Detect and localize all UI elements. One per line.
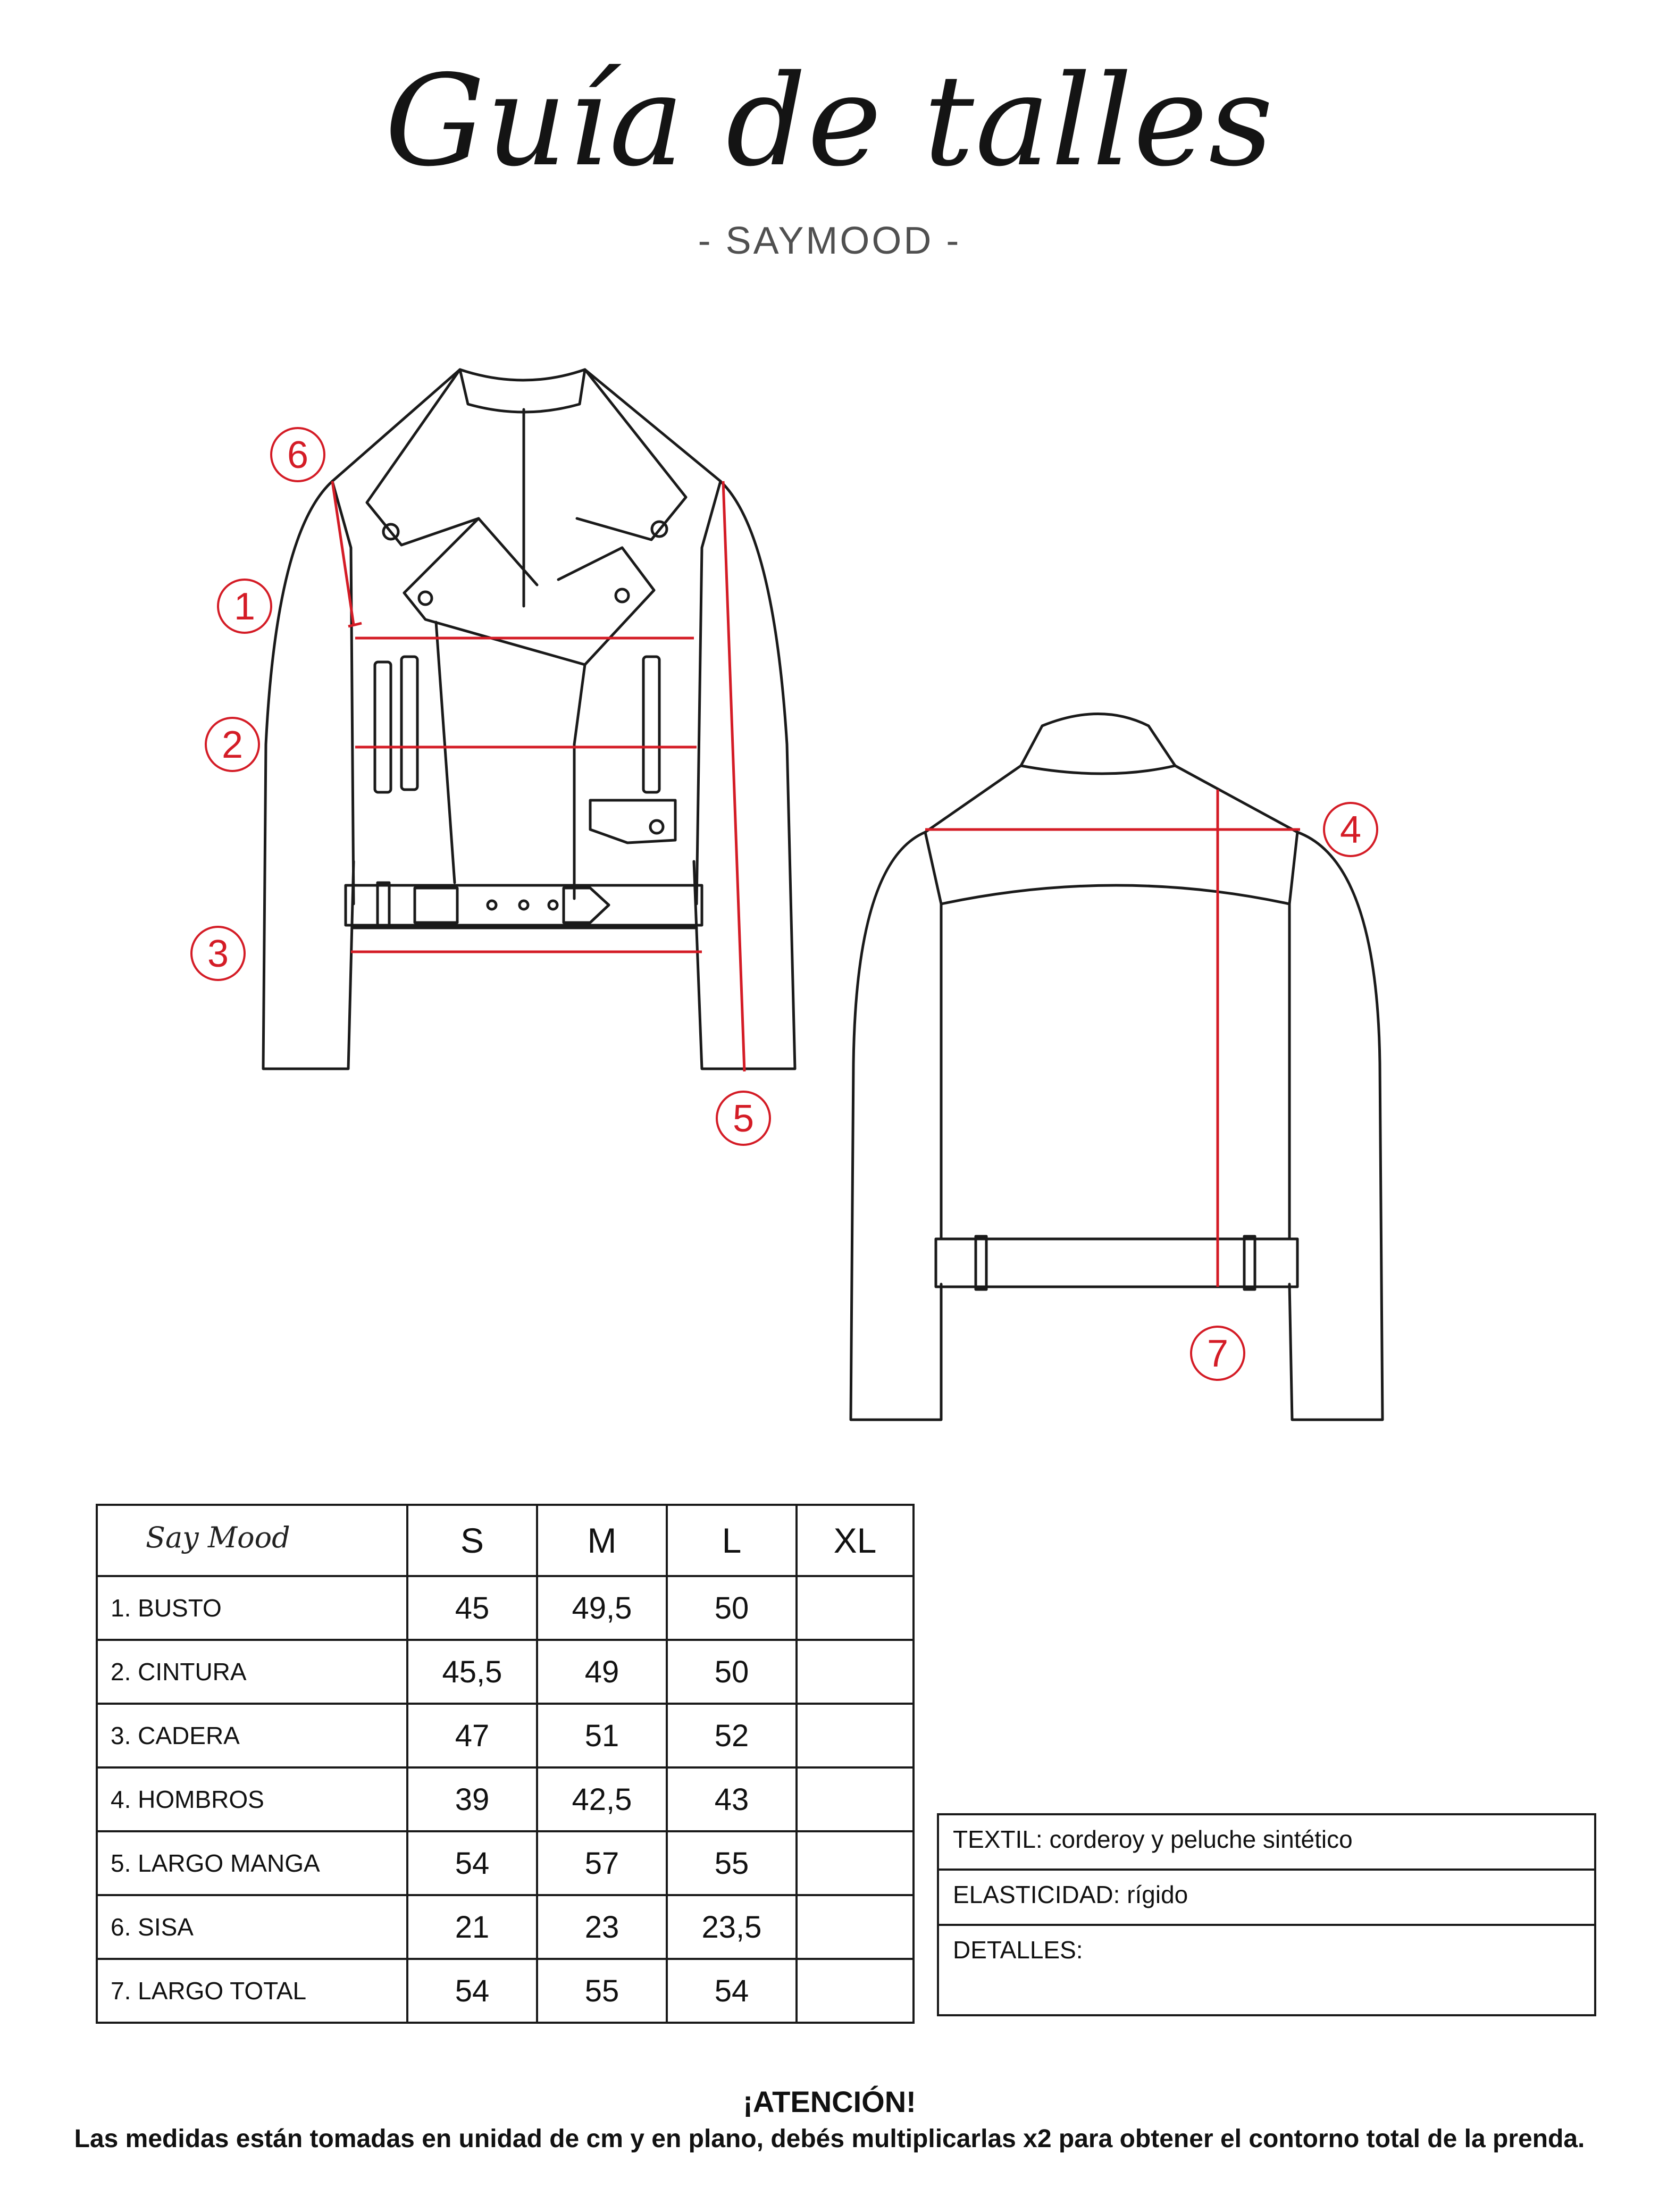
table-row bbox=[97, 1576, 914, 1640]
cell-value: 42,5 bbox=[537, 1767, 667, 1831]
table-row bbox=[97, 1640, 914, 1704]
table-row bbox=[97, 1831, 914, 1895]
size-table bbox=[96, 1504, 915, 2024]
table-row bbox=[97, 1959, 914, 2023]
marker-3: 3 bbox=[207, 933, 229, 975]
cell-value: 21 bbox=[407, 1895, 537, 1959]
row-label: 7. LARGO TOTAL bbox=[97, 1959, 407, 2023]
cell-value: 49 bbox=[537, 1640, 667, 1704]
marker-7: 7 bbox=[1206, 1333, 1229, 1375]
cell-value: 43 bbox=[667, 1767, 797, 1831]
cell-value bbox=[797, 1959, 914, 2023]
cell-value bbox=[797, 1704, 914, 1767]
cell-value: 23 bbox=[537, 1895, 667, 1959]
row-label: 5. LARGO MANGA bbox=[97, 1831, 407, 1895]
col-header-xl: XL bbox=[797, 1505, 914, 1576]
measurement-markers bbox=[191, 428, 1377, 1380]
cell-value bbox=[797, 1895, 914, 1959]
textil-info: TEXTIL: corderoy y peluche sintético bbox=[938, 1814, 1595, 1870]
marker-4: 4 bbox=[1339, 809, 1362, 851]
cell-value: 55 bbox=[667, 1831, 797, 1895]
table-row bbox=[97, 1767, 914, 1831]
marker-1: 1 bbox=[233, 585, 256, 628]
back-jacket-drawing bbox=[851, 714, 1382, 1420]
col-header-m: M bbox=[537, 1505, 667, 1576]
cell-value bbox=[797, 1640, 914, 1704]
cell-value bbox=[797, 1576, 914, 1640]
page-title: Guía de talles bbox=[384, 48, 1275, 194]
table-row bbox=[97, 1895, 914, 1959]
detalles-info: DETALLES: bbox=[938, 1925, 1595, 2015]
cell-value: 45 bbox=[407, 1576, 537, 1640]
cell-value: 54 bbox=[407, 1831, 537, 1895]
brand-subtitle: - SAYMOOD - bbox=[698, 220, 961, 262]
cell-value: 57 bbox=[537, 1831, 667, 1895]
marker-5: 5 bbox=[732, 1097, 755, 1140]
cell-value bbox=[797, 1767, 914, 1831]
marker-6: 6 bbox=[287, 434, 309, 476]
row-label: 2. CINTURA bbox=[97, 1640, 407, 1704]
row-label: 4. HOMBROS bbox=[97, 1767, 407, 1831]
cell-value: 23,5 bbox=[667, 1895, 797, 1959]
cell-value: 39 bbox=[407, 1767, 537, 1831]
cell-value: 50 bbox=[667, 1640, 797, 1704]
fabric-info-table bbox=[937, 1813, 1596, 2016]
col-header-l: L bbox=[667, 1505, 797, 1576]
marker-2: 2 bbox=[221, 724, 244, 766]
attention-heading: ¡ATENCIÓN! bbox=[743, 2085, 916, 2118]
front-jacket-drawing bbox=[263, 370, 795, 1069]
table-row bbox=[97, 1704, 914, 1767]
cell-value: 50 bbox=[667, 1576, 797, 1640]
elasticidad-info: ELASTICIDAD: rígido bbox=[938, 1870, 1595, 1925]
cell-value: 55 bbox=[537, 1959, 667, 2023]
cell-value: 52 bbox=[667, 1704, 797, 1767]
row-label: 1. BUSTO bbox=[97, 1576, 407, 1640]
col-header-s: S bbox=[407, 1505, 537, 1576]
row-label: 3. CADERA bbox=[97, 1704, 407, 1767]
cell-value: 54 bbox=[667, 1959, 797, 2023]
cell-value: 54 bbox=[407, 1959, 537, 2023]
attention-text: Las medidas están tomadas en unidad de cm y en plano, debés multiplicarlas x2 para obtener el contorno total de la prenda. bbox=[74, 2125, 1585, 2153]
cell-value: 45,5 bbox=[407, 1640, 537, 1704]
brand-logo: Say Mood bbox=[97, 1505, 407, 1576]
row-label: 6. SISA bbox=[97, 1895, 407, 1959]
size-table-header bbox=[97, 1505, 914, 1576]
cell-value: 47 bbox=[407, 1704, 537, 1767]
cell-value bbox=[797, 1831, 914, 1895]
cell-value: 51 bbox=[537, 1704, 667, 1767]
cell-value: 49,5 bbox=[537, 1576, 667, 1640]
